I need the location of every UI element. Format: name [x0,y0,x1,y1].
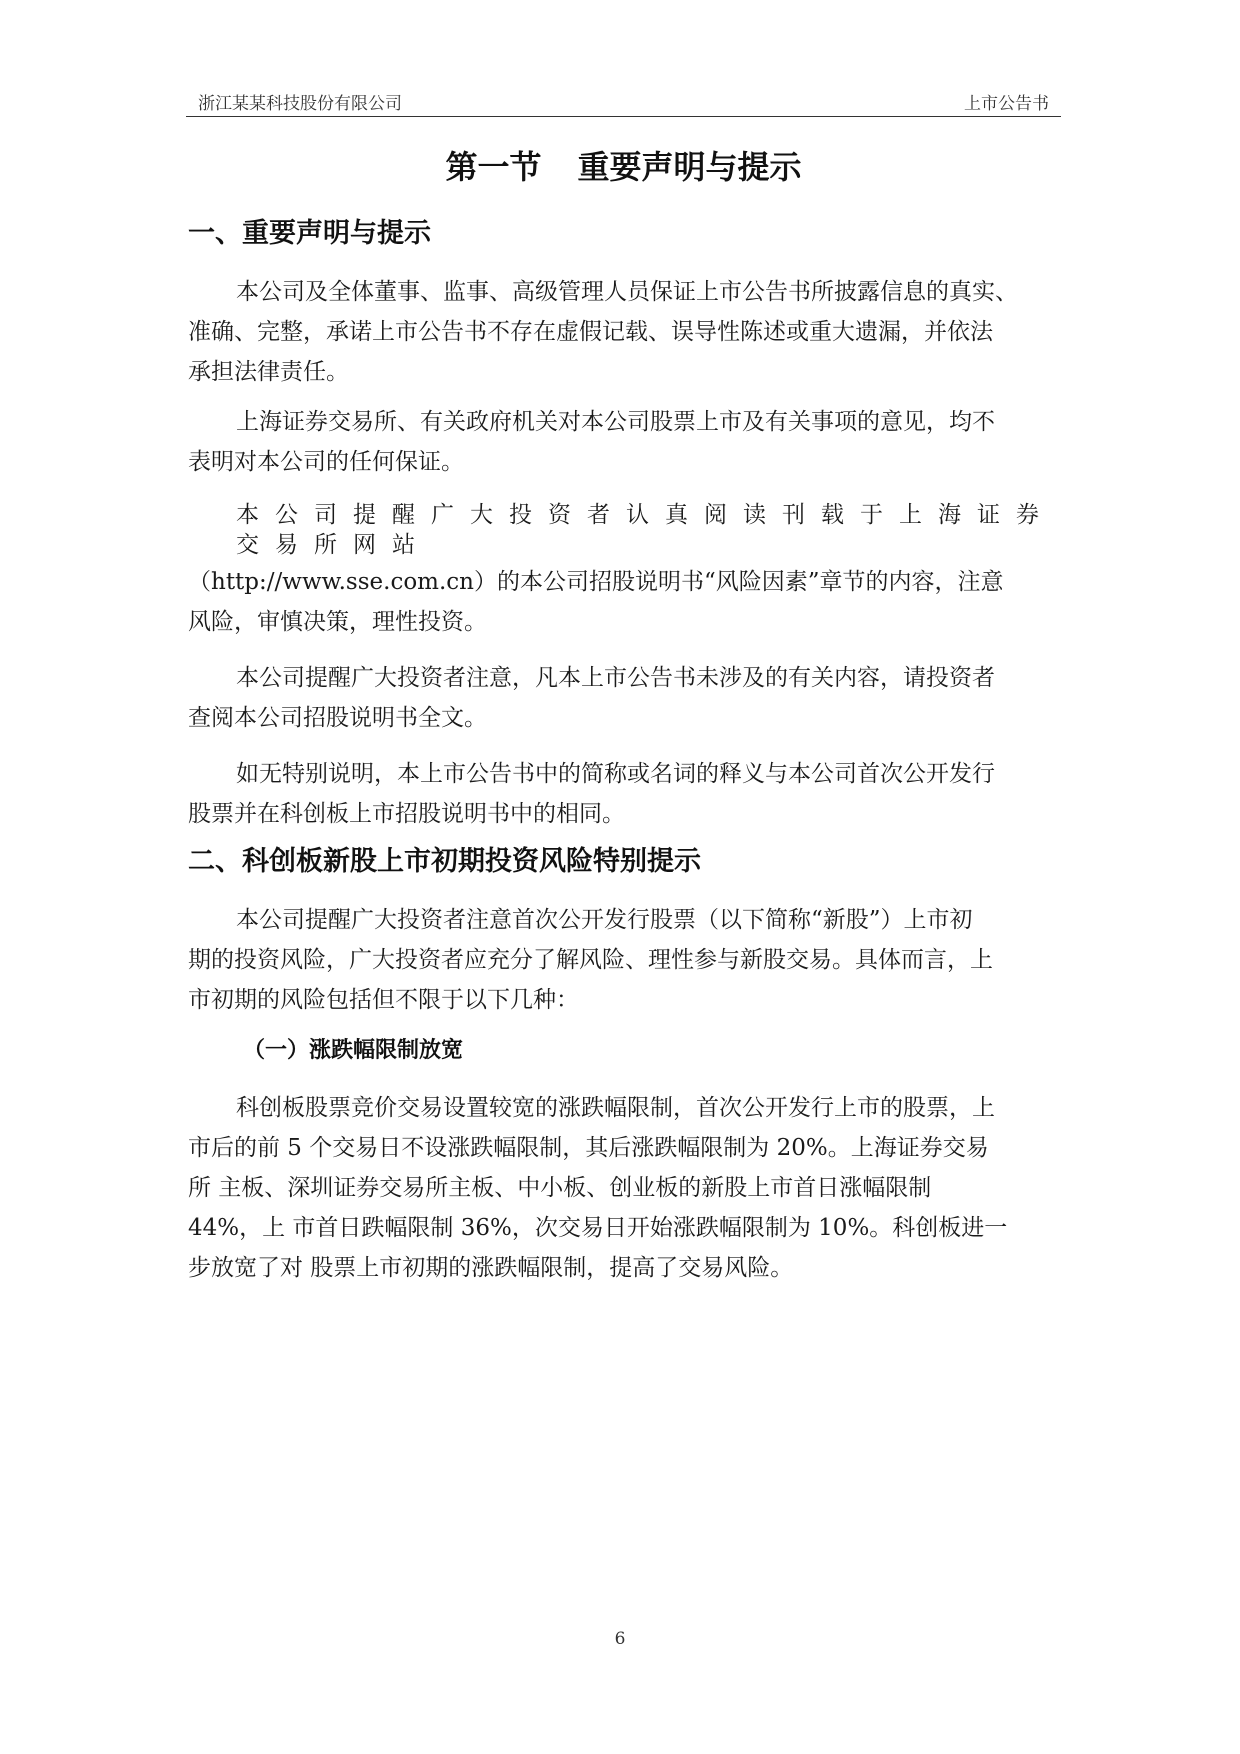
paragraph-no-guarantee [188,402,1060,482]
section-number: 第一节 [445,148,542,186]
paragraph-line: 市后的前 5 个交易日不设涨跌幅限制，其后涨跌幅限制为 20%。上海证券交易 [188,1135,989,1161]
page-number: 6 [614,1629,626,1649]
paragraph-line: 所 主板、深圳证券交易所主板、中小板、创业板的新股上市首日涨幅限制 [188,1175,932,1201]
paragraph-guarantee [188,272,1060,392]
paragraph-line: 如无特别说明，本上市公告书中的简称或名词的释义与本公司首次公开发行 [236,761,995,787]
paragraph-line: （http://www.sse.com.cn）的本公司招股说明书“风险因素”章节的内容，注意 [188,569,1004,595]
section-title [186,144,1061,190]
paragraph-line: 期的投资风险，广大投资者应充分了解风险、理性参与新股交易。具体而言，上 [188,947,993,973]
header-company-name: 浙江某某科技股份有限公司 [198,94,402,114]
paragraph-line: 查阅本公司招股说明书全文。 [188,705,487,731]
page-header [186,82,1061,117]
header-document-type: 上市公告书 [964,94,1049,114]
paragraph-line: 本公司及全体董事、监事、高级管理人员保证上市公告书所披露信息的真实、 [236,279,1018,305]
heading-star-market-risk: 二、科创板新股上市初期投资风险特别提示 [188,846,701,877]
paragraph-price-limit [188,1088,1060,1288]
heading-important-statement: 一、重要声明与提示 [188,218,431,249]
paragraph-risk-intro [188,900,1060,1020]
paragraph-line: 承担法律责任。 [188,359,349,385]
paragraph-definitions [188,754,1060,834]
paragraph-line: 风险，审慎决策，理性投资。 [188,609,487,635]
subheading-price-limit: （一）涨跌幅限制放宽 [243,1038,464,1063]
paragraph-line: 市初期的风险包括但不限于以下几种： [188,987,579,1013]
paragraph-line: 表明对本公司的任何保证。 [188,449,464,475]
paragraph-read-prospectus [188,562,1060,642]
paragraph-line: 准确、完整，承诺上市公告书不存在虚假记载、误导性陈述或重大遗漏，并依法 [188,319,993,345]
paragraph-line: 本公司提醒广大投资者注意，凡本上市公告书未涉及的有关内容，请投资者 [236,665,995,691]
paragraph-line: 44%，上 市首日跌幅限制 36%，次交易日开始涨跌幅限制为 10%。科创板进一 [188,1215,1008,1241]
paragraph-line: 本公司提醒广大投资者注意首次公开发行股票（以下简称“新股”）上市初 [236,907,973,933]
section-title-text: 重要声明与提示 [577,148,802,186]
paragraph-line: 上海证券交易所、有关政府机关对本公司股票上市及有关事项的意见，均不 [236,409,995,435]
paragraph-consult-full-text [188,658,1060,738]
paragraph-line: 股票并在科创板上市招股说明书中的相同。 [188,801,625,827]
paragraph-line: 步放宽了对 股票上市初期的涨跌幅限制，提高了交易风险。 [188,1255,794,1281]
paragraph-line: 科创板股票竞价交易设置较宽的涨跌幅限制，首次公开发行上市的股票，上 [236,1095,995,1121]
paragraph-read-prospectus-spaced: 本公司提醒广大投资者认真阅读刊载于上海证券交易所网站 [236,502,1055,558]
